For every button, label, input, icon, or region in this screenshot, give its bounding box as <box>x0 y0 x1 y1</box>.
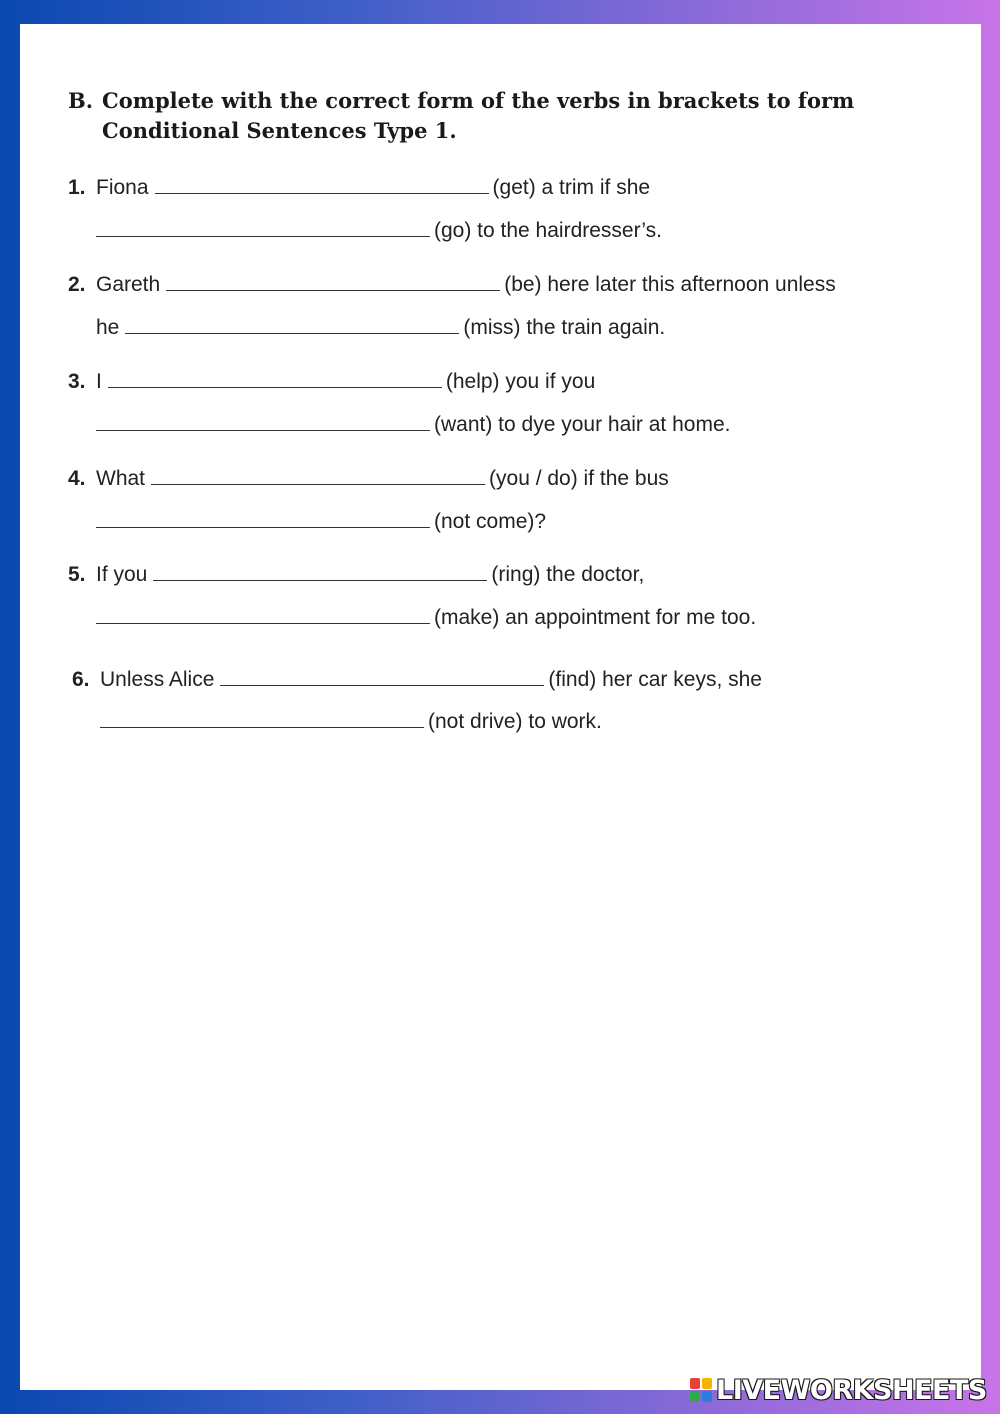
item-number: 1. <box>68 176 86 199</box>
item-text-before: he <box>96 316 120 339</box>
item-text-after: (go) to the hairdresser’s. <box>434 219 662 242</box>
item-6-line-1 <box>72 665 762 695</box>
answer-blank-6b[interactable] <box>100 707 424 728</box>
answer-blank-1b[interactable] <box>96 216 430 237</box>
item-text-before: If you <box>96 563 148 586</box>
exercise-heading <box>68 86 868 146</box>
logo-squares-icon <box>690 1378 712 1402</box>
item-text-after: (get) a trim if she <box>492 176 651 199</box>
answer-blank-3a[interactable] <box>108 367 442 388</box>
instruction-line-1: Complete with the correct form of the verbs in brackets to form <box>102 88 855 113</box>
item-text-after: (find) her car keys, she <box>548 668 762 691</box>
item-text-after: (ring) the doctor, <box>491 563 645 586</box>
item-text-after: (be) here later this afternoon unless <box>504 273 836 296</box>
item-number: 6. <box>72 668 90 691</box>
item-text-after: (help) you if you <box>445 370 596 393</box>
item-number: 5. <box>68 563 86 586</box>
item-text-after: (want) to dye your hair at home. <box>434 413 731 436</box>
worksheet-page <box>20 24 981 1390</box>
item-5-line-2 <box>96 603 756 633</box>
answer-blank-2b[interactable] <box>125 313 459 334</box>
item-text-before: What <box>96 467 146 490</box>
answer-blank-3b[interactable] <box>96 410 430 431</box>
item-number: 2. <box>68 273 86 296</box>
answer-blank-4b[interactable] <box>96 507 430 528</box>
item-number: 3. <box>68 370 86 393</box>
answer-blank-2a[interactable] <box>166 270 500 291</box>
liveworksheets-logo[interactable] <box>690 1374 987 1406</box>
logo-text: LIVEWORKSHEETS <box>716 1374 987 1406</box>
item-5-line-1 <box>68 560 644 590</box>
item-text-after: (not drive) to work. <box>428 710 602 733</box>
item-3-line-1 <box>68 367 595 397</box>
answer-blank-4a[interactable] <box>151 464 485 485</box>
item-text-after: (miss) the train again. <box>463 316 666 339</box>
answer-blank-6a[interactable] <box>220 665 544 686</box>
instruction-line-2: Conditional Sentences Type 1. <box>102 118 457 143</box>
logo-square-green <box>690 1391 700 1402</box>
item-text-before: I <box>96 370 102 393</box>
item-number: 4. <box>68 467 86 490</box>
item-4-line-2 <box>96 507 546 537</box>
item-text-before: Fiona <box>96 176 149 199</box>
answer-blank-5b[interactable] <box>96 603 430 624</box>
section-letter: B. <box>68 88 94 113</box>
item-text-before: Gareth <box>96 273 161 296</box>
item-1-line-2 <box>96 216 662 246</box>
item-6-line-2 <box>100 707 602 737</box>
logo-square-red <box>690 1378 700 1389</box>
answer-blank-1a[interactable] <box>155 173 489 194</box>
item-text-before: Unless Alice <box>100 668 215 691</box>
item-1-line-1 <box>68 173 650 203</box>
item-4-line-1 <box>68 464 669 494</box>
answer-blank-5a[interactable] <box>153 560 487 581</box>
item-text-after: (make) an appointment for me too. <box>434 606 757 629</box>
item-2-line-2 <box>96 313 665 343</box>
item-3-line-2 <box>96 410 730 440</box>
item-text-after: (not come)? <box>434 510 547 533</box>
item-2-line-1 <box>68 270 836 300</box>
item-text-after: (you / do) if the bus <box>489 467 669 490</box>
logo-square-blue <box>702 1391 712 1402</box>
logo-square-yellow <box>702 1378 712 1389</box>
